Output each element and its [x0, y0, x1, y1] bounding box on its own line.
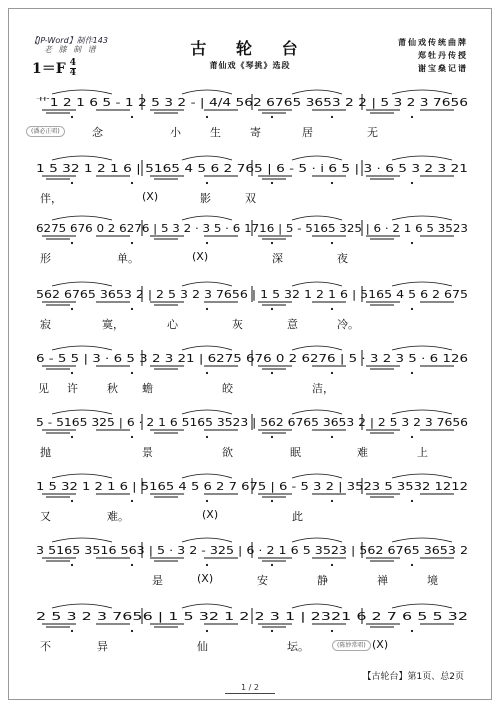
lyrics-line — [32, 444, 472, 460]
jianpu-notes: 5 - 5165 325 | 6 · 2 1 6 5165 3523 | 562 6765 3653 2 | 2 5 3 2 3 7656 — [36, 416, 468, 429]
lyric-char: 见 — [38, 382, 49, 395]
lyric-char: 小 — [170, 126, 181, 139]
source-tag: 【JP-Word】制作143 — [30, 36, 108, 45]
octave-dot — [206, 436, 208, 438]
lyric-char: 深 — [272, 252, 283, 265]
octave-dot — [71, 308, 73, 310]
lyric-char: 无 — [367, 126, 378, 139]
octave-dot — [271, 630, 273, 632]
time-bottom: 4 — [69, 67, 76, 78]
lyric-char: 安 — [257, 574, 268, 587]
lyric-char: 寄 — [250, 126, 261, 139]
lyric-char: 仙 — [197, 640, 208, 653]
lyric-char: 洁， — [312, 382, 334, 395]
lyrics-line — [32, 380, 472, 396]
lyric-char: 寂 — [40, 318, 51, 331]
lyric-char: 心 — [167, 318, 178, 331]
octave-dot — [271, 372, 273, 374]
octave-dot — [411, 372, 413, 374]
page-number: 1 / 2 — [241, 683, 259, 692]
lyric-char: 此 — [292, 510, 303, 523]
octave-dot — [131, 308, 133, 310]
lyrics-line — [32, 124, 472, 140]
lyric-char: (X) — [192, 250, 209, 263]
notation-line — [32, 218, 472, 248]
lyric-char: 异 — [97, 640, 108, 653]
notation-line — [32, 348, 472, 378]
jianpu-notes: 1 5 32 1 2 1 6 | 5165 4 5 6 2 765 | 6 - 5 · i 6 5 | 3 · 6 5 3 2 3 21 — [36, 162, 468, 175]
lyric-char: 灰 — [232, 318, 243, 331]
lyric-char: 许 — [67, 382, 78, 395]
lyrics-line — [32, 508, 472, 524]
notation-line — [32, 158, 472, 188]
lyric-char: 秋 — [107, 382, 118, 395]
score-system — [32, 540, 472, 596]
score-system — [32, 158, 472, 214]
notation-line — [32, 92, 472, 122]
jianpu-notes: 3 5165 3516 563 | 5 · 3 2 - 325 | 6 · 2 1 6 5 3523 | 562 6765 3653 2 — [36, 544, 469, 557]
lyric-char: 意 — [287, 318, 298, 331]
lyric-char: 上 — [417, 446, 428, 459]
jianpu-notes: 艹1 2 1 6 5 - 1 2 5 3 2 - | 4/4 562 6765 3653 2 2 | 5 3 2 3 7656 — [36, 96, 381, 109]
score-system — [32, 92, 472, 148]
octave-dot — [331, 372, 333, 374]
octave-dot — [331, 500, 333, 502]
lyric-char: 双 — [245, 192, 256, 205]
octave-dot — [271, 116, 273, 118]
lyric-char: 抛 — [40, 446, 51, 459]
lyric-char: 伴， — [40, 192, 62, 205]
lyric-char: 禅 — [377, 574, 388, 587]
score-title: 古 轮 台 — [190, 39, 310, 58]
octave-dot — [131, 116, 133, 118]
lyrics-line — [32, 190, 472, 206]
octave-dot — [331, 630, 333, 632]
jianpu-notes: 6 - 5 5 | 3 · 6 5 3 2 3 21 | 6275 676 0 2 6276 | 5 · 3 2 3 5 · 6 126 — [36, 352, 468, 365]
octave-dot — [331, 116, 333, 118]
lyric-char: 又 — [40, 510, 51, 523]
lyric-char: 坛。 — [287, 640, 309, 653]
octave-dot — [411, 436, 413, 438]
octave-dot — [206, 242, 208, 244]
octave-dot — [411, 116, 413, 118]
lyric-char: 居 — [302, 126, 313, 139]
notation-line — [32, 540, 472, 570]
lyric-char: 眠 — [290, 446, 301, 459]
octave-dot — [71, 182, 73, 184]
octave-dot — [206, 500, 208, 502]
octave-dot — [206, 630, 208, 632]
lyric-char: (X) — [197, 572, 214, 585]
lyrics-line — [32, 250, 472, 266]
lyric-char: 夜 — [337, 252, 348, 265]
notation-line — [32, 284, 472, 314]
octave-dot — [71, 500, 73, 502]
octave-dot — [411, 500, 413, 502]
score-subtitle: 莆仙戏《琴挑》选段 — [209, 61, 291, 70]
page-info: 【古轮台】第1页、总2页 — [362, 672, 464, 682]
score-system — [32, 284, 472, 340]
key-label: 1＝F — [32, 61, 66, 77]
lyric-char: 寞， — [102, 318, 124, 331]
lyric-char: 蟾 — [142, 382, 153, 395]
score-system — [32, 606, 472, 662]
jianpu-notes: 6275 676 0 2 6276 | 5 3 2 · 3 5 · 6 1716 | 5 - 5165 325 | 6 · 2 1 6 5 3523 — [36, 222, 468, 235]
octave-dot — [71, 436, 73, 438]
jianpu-notes: 562 6765 3653 2 | 2 5 3 2 3 7656 | 1 5 32 1 2 1 6 | 5165 4 5 6 2 675 — [36, 288, 468, 301]
time-top: 4 — [69, 57, 76, 68]
octave-dot — [331, 242, 333, 244]
jianpu-notes: 2 5 3 2 3 7656 | 1 5 32 1 2 2 3 1 | 2321 6 2 7 6 5 5 32 — [36, 610, 468, 623]
lyric-char: 欲 — [222, 446, 233, 459]
octave-dot — [71, 116, 73, 118]
octave-dot — [131, 242, 133, 244]
credit-line: 谢宝燊记谱 — [418, 64, 468, 73]
octave-dot — [206, 564, 208, 566]
singer-note: (陈妙常唱) — [332, 640, 371, 651]
octave-dot — [131, 630, 133, 632]
lyric-char: 皎 — [222, 382, 233, 395]
octave-dot — [331, 436, 333, 438]
octave-dot — [131, 436, 133, 438]
lyric-char: 难 — [357, 446, 368, 459]
lyric-char: 念 — [92, 126, 103, 139]
lyrics-line — [32, 638, 472, 654]
lyric-char: 冷。 — [337, 318, 359, 331]
score-system — [32, 412, 472, 468]
octave-dot — [411, 308, 413, 310]
notation-line — [32, 606, 472, 636]
lyric-char: 不 — [40, 640, 51, 653]
octave-dot — [271, 436, 273, 438]
score-system — [32, 348, 472, 404]
octave-dot — [271, 242, 273, 244]
octave-dot — [331, 564, 333, 566]
octave-dot — [206, 182, 208, 184]
octave-dot — [271, 308, 273, 310]
octave-dot — [206, 116, 208, 118]
credit-line: 郑牡丹传授 — [418, 51, 468, 60]
lyric-char: 难。 — [107, 510, 129, 523]
octave-dot — [411, 182, 413, 184]
octave-dot — [206, 308, 208, 310]
octave-dot — [271, 564, 273, 566]
lyric-char: 是 — [152, 574, 163, 587]
octave-dot — [206, 372, 208, 374]
credit-line: 莆仙戏传统曲牌 — [398, 38, 468, 47]
octave-dot — [131, 564, 133, 566]
lyric-char: 生 — [210, 126, 221, 139]
lyric-char: 单。 — [117, 252, 139, 265]
lyric-char: (X) — [142, 190, 159, 203]
octave-dot — [71, 242, 73, 244]
lyric-char: 静 — [317, 574, 328, 587]
singer-note: (潘必正唱) — [26, 126, 65, 137]
octave-dot — [131, 182, 133, 184]
octave-dot — [271, 500, 273, 502]
lyrics-line — [32, 572, 472, 588]
octave-dot — [411, 242, 413, 244]
notation-line — [32, 412, 472, 442]
score-system — [32, 218, 472, 274]
credits — [398, 36, 468, 75]
lyrics-line — [32, 316, 472, 332]
lyric-char: 境 — [427, 574, 438, 587]
notation-line — [32, 476, 472, 506]
octave-dot — [331, 308, 333, 310]
octave-dot — [411, 564, 413, 566]
lyric-char: 形 — [40, 252, 51, 265]
lyric-char: (X) — [202, 508, 219, 521]
octave-dot — [411, 630, 413, 632]
jianpu-notes: 1 5 32 1 2 1 6 | 5165 4 5 6 2 7 675 | 6 - 5 3 2 | 3523 5 3532 1212 — [36, 480, 469, 493]
octave-dot — [71, 564, 73, 566]
lyric-char: 影 — [200, 192, 211, 205]
arranger-note: 老 膝 制 谱 — [44, 45, 98, 54]
octave-dot — [331, 182, 333, 184]
octave-dot — [271, 182, 273, 184]
octave-dot — [71, 630, 73, 632]
lyric-char: (X) — [372, 638, 389, 651]
octave-dot — [131, 500, 133, 502]
score-system — [32, 476, 472, 532]
octave-dot — [131, 372, 133, 374]
page-number-rule — [225, 693, 275, 694]
lyric-char: 景 — [142, 446, 153, 459]
octave-dot — [71, 372, 73, 374]
